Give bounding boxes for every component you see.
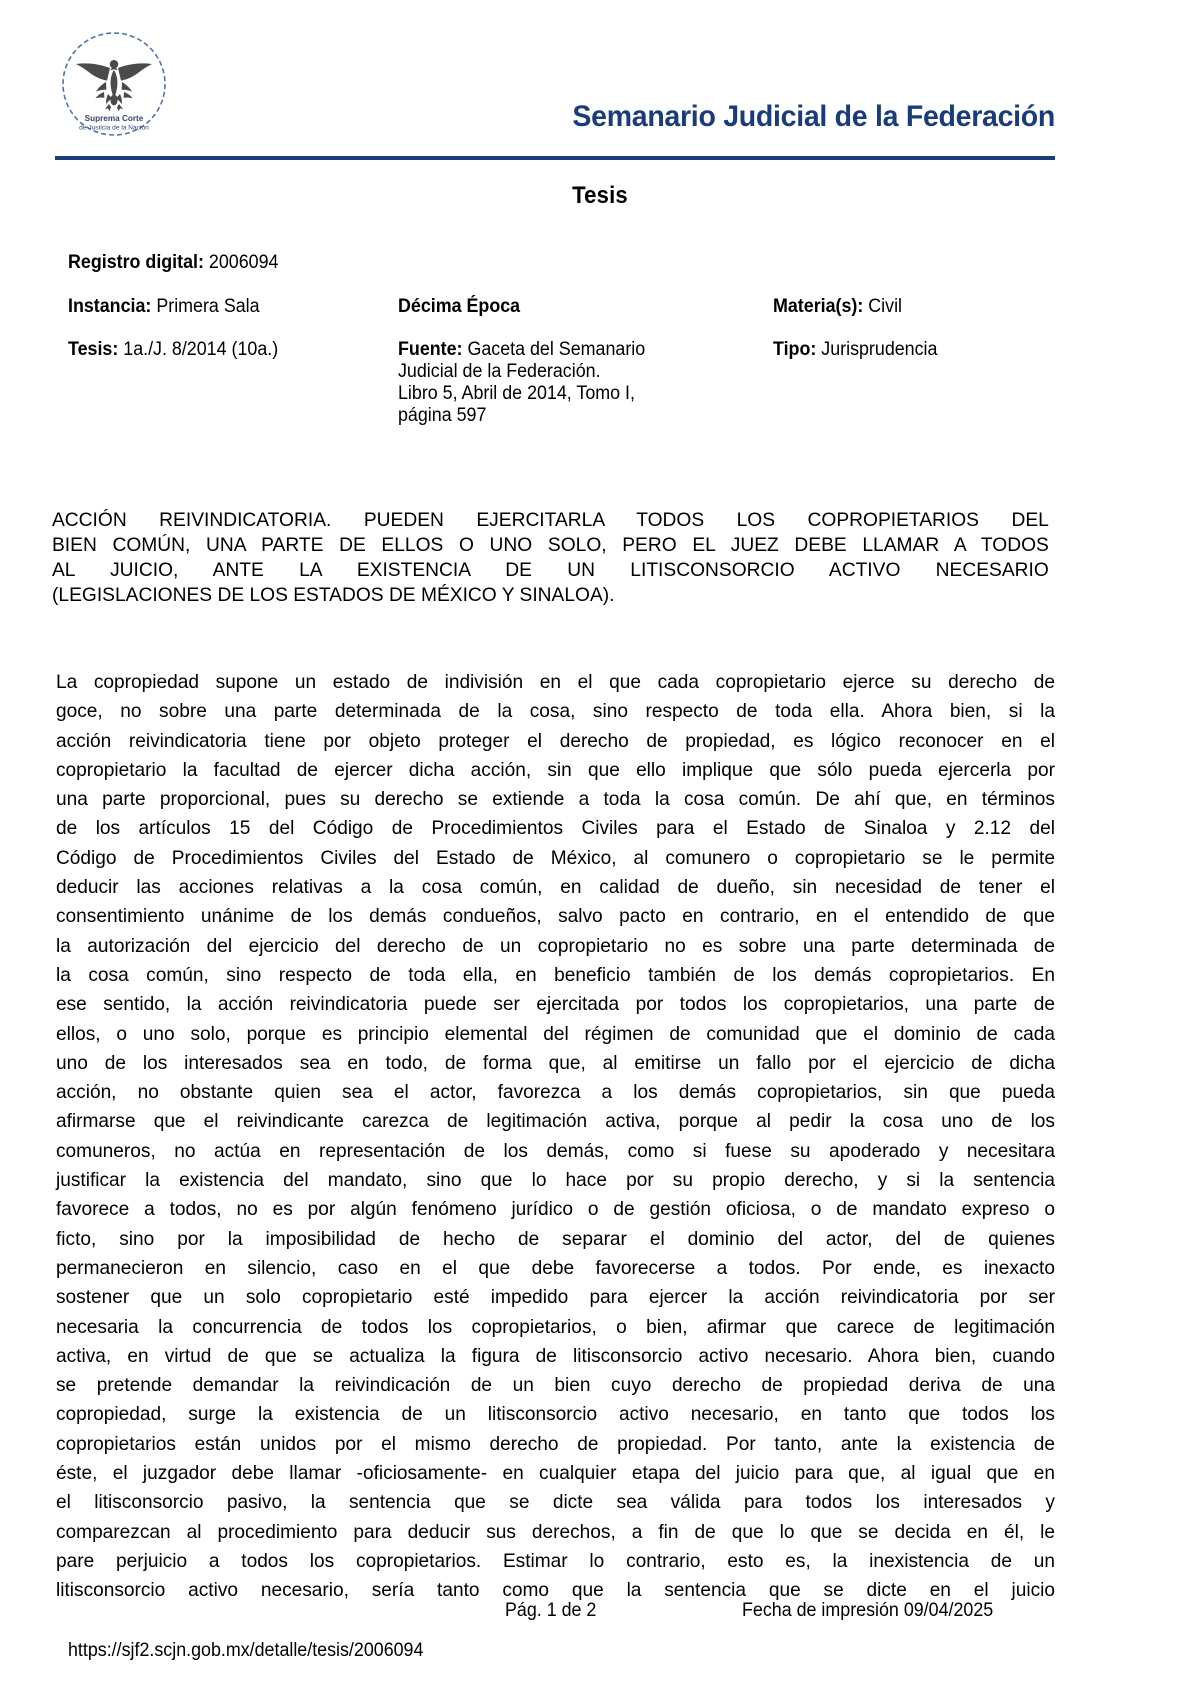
body-line: el litisconsorcio pasivo, la sentencia que se dicte sea válida para todos los interesados y [56, 1492, 1055, 1514]
body-line: consentimiento unánime de los demás condueños, salvo pacto en contrario, en el entendido de que [56, 906, 1055, 928]
tesis-heading-line: BIEN COMÚN, UNA PARTE DE ELLOS O UNO SOLO, PERO EL JUEZ DEBE LLAMAR A TODOS [52, 534, 1049, 556]
instancia-label: Instancia: [68, 296, 152, 317]
body-line: ellos, o uno solo, porque es principio elemental del régimen de comunidad que el dominio de cada [56, 1023, 1055, 1045]
fuente-value-line1: Gaceta del Semanario [467, 339, 646, 360]
body-line: ese sentido, la acción reivindicatoria puede ser ejercitada por todos los copropietarios, una parte de [56, 994, 1055, 1016]
body-line: copropietarios están unidos por el mismo derecho de propiedad. Por tanto, ante la existencia de [56, 1433, 1055, 1455]
tesis-field [68, 339, 378, 361]
body-line: la cosa común, sino respecto de toda ella, en beneficio también de los demás copropietarios. En [56, 964, 1055, 986]
fuente-value-line3: Libro 5, Abril de 2014, Tomo I, [398, 383, 635, 404]
fuente-label: Fuente: [398, 339, 463, 360]
metadata-row-1 [68, 296, 1078, 318]
body-line: activa, en virtud de que se actualiza la figura de litisconsorcio activo necesario. Ahora bien, cuando [56, 1345, 1055, 1367]
fuente-field [398, 339, 751, 361]
body-line: comparezcan al procedimiento para deducir sus derechos, a fin de que lo que se decida en él, le [56, 1521, 1055, 1543]
page-title: Tesis [572, 182, 628, 209]
materias-value: Civil [868, 296, 903, 317]
body-line: afirmarse que el reivindicante carezca de legitimación activa, porque al pedir la cosa uno de los [56, 1111, 1055, 1133]
body-line: favorece a todos, no es por algún fenómeno jurídico o de gestión oficiosa, o de mandato expreso o [56, 1199, 1055, 1221]
body-line: ficto, sino por la imposibilidad de hecho de separar el dominio del actor, del de quienes [56, 1228, 1055, 1250]
body-line: uno de los interesados sea en todo, de forma que, al emitirse un fallo por el ejercicio de dicha [56, 1052, 1055, 1074]
seal-text-line1: Suprema Corte [84, 114, 144, 123]
metadata-block [68, 252, 1078, 448]
tesis-heading-line: ACCIÓN REIVINDICATORIA. PUEDEN EJERCITARLA TODOS LOS COPROPIETARIOS DEL [52, 509, 1049, 531]
body-line: de los artículos 15 del Código de Procedimientos Civiles para el Estado de Sinaloa y 2.12 del [56, 818, 1055, 840]
tesis-heading-line: AL JUICIO, ANTE LA EXISTENCIA DE UN LITISCONSORCIO ACTIVO NECESARIO [52, 559, 1049, 581]
body-line: éste, el juzgador debe llamar -oficiosamente- en cualquier etapa del juicio para que, al igual que en [56, 1463, 1055, 1485]
instancia-field [68, 296, 378, 318]
fuente-value-line4: página 597 [398, 405, 487, 426]
body-line: La copropiedad supone un estado de indivisión en el que cada copropietario ejerce su derecho de [56, 672, 1055, 693]
print-date: Fecha de impresión 09/04/2025 [742, 1600, 994, 1621]
body-line: necesaria la concurrencia de todos los copropietarios, o bien, afirmar que carece de legitimación [56, 1316, 1055, 1338]
body-line: acción, no obstante quien sea el actor, favorezca a los demás copropietarios, sin que pueda [56, 1082, 1055, 1104]
body-line: copropiedad, surge la existencia de un litisconsorcio activo necesario, en tanto que todos los [56, 1404, 1055, 1426]
header-divider [55, 156, 1055, 160]
tesis-body [56, 668, 1055, 1606]
body-line: justificar la existencia del mandato, sino que lo hace por su propio derecho, y si la sentencia [56, 1170, 1055, 1192]
source-url[interactable]: https://sjf2.scjn.gob.mx/detalle/tesis/2006094 [68, 1640, 424, 1661]
body-line: litisconsorcio activo necesario, sería tanto como que la sentencia que se dicte en el juicio [56, 1580, 1055, 1602]
body-line: pare perjuicio a todos los copropietarios. Estimar lo contrario, esto es, la inexistencia de un [56, 1550, 1055, 1572]
tipo-field [773, 339, 1055, 361]
body-line: sostener que un solo copropietario esté impedido para ejercer la acción reivindicatoria por ser [56, 1287, 1055, 1309]
fuente-value-line2: Judicial de la Federación. [398, 361, 601, 382]
body-line: deducir las acciones relativas a la cosa común, en calidad de dueño, sin necesidad de tener el [56, 877, 1055, 899]
tipo-label: Tipo: [773, 339, 817, 360]
scjn-eagle-seal-icon [60, 30, 168, 138]
body-line: una parte proporcional, pues su derecho se extiende a toda la cosa común. De ahí que, en términos [56, 789, 1055, 811]
body-line: acción reivindicatoria tiene por objeto proteger el derecho de propiedad, es lógico reconocer en el [56, 730, 1055, 752]
tesis-heading-line: (LEGISLACIONES DE LOS ESTADOS DE MÉXICO Y SINALOA). [52, 584, 615, 606]
body-line: permanecieron en silencio, caso en el que debe favorecerse a todos. Por ende, es inexacto [56, 1257, 1055, 1279]
metadata-row-registro [68, 252, 1078, 274]
seal-text-line2: de Justicia de la Nación [79, 124, 149, 132]
tesis-value: 1a./J. 8/2014 (10a.) [123, 339, 279, 360]
materias-field [773, 296, 1055, 318]
body-line: se pretende demandar la reivindicación de un bien cuyo derecho de propiedad deriva de una [56, 1375, 1055, 1397]
registro-digital-value: 2006094 [208, 252, 279, 273]
tipo-value: Jurisprudencia [821, 339, 938, 360]
body-line: Código de Procedimientos Civiles del Estado de México, al comunero o copropietario se le permite [56, 847, 1055, 869]
body-line: comuneros, no actúa en representación de los demás, como si fuese su apoderado y necesitara [56, 1140, 1055, 1162]
body-line: copropietario la facultad de ejercer dicha acción, sin que ello implique que sólo pueda ejercerla por [56, 759, 1055, 781]
epoca-value: Décima Época [398, 296, 521, 317]
registro-digital-field [68, 252, 278, 274]
body-line: goce, no sobre una parte determinada de la cosa, sino respecto de toda ella. Ahora bien, si la [56, 701, 1055, 723]
registro-digital-label: Registro digital: [68, 252, 204, 273]
tesis-body-paragraph [56, 668, 1055, 1606]
page-number: Pág. 1 de 2 [505, 1600, 597, 1621]
instancia-value: Primera Sala [156, 296, 260, 317]
tesis-heading [52, 508, 1049, 608]
materias-label: Materia(s): [773, 296, 864, 317]
document-header [55, 22, 1055, 152]
document-footer [0, 1600, 1200, 1630]
tesis-label: Tesis: [68, 339, 119, 360]
body-line: la autorización del ejercicio del derecho de un copropietario no es sobre una parte determinada de [56, 935, 1055, 957]
metadata-row-2 [68, 339, 1078, 427]
publication-title: Semanario Judicial de la Federación [572, 100, 1055, 133]
epoca-field [398, 296, 751, 318]
